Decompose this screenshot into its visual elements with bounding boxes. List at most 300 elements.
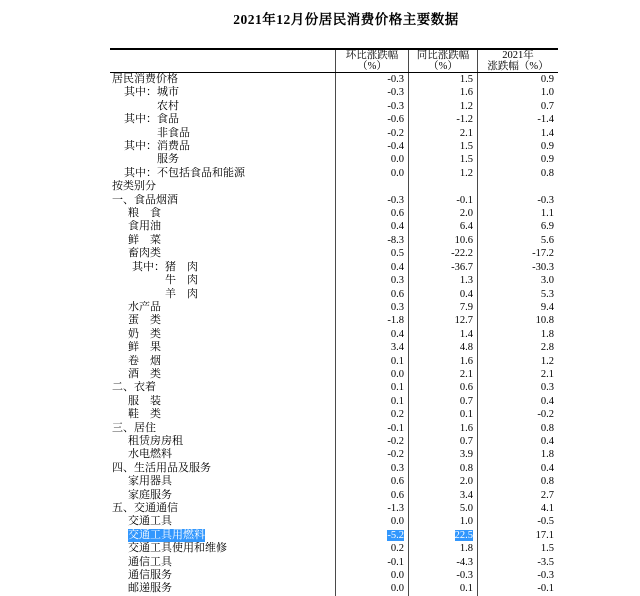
cell-value: 0.4 [390, 328, 404, 340]
cell-value: 10.8 [535, 315, 554, 327]
year-cell [477, 86, 558, 99]
yoy-cell [408, 569, 477, 582]
yoy-cell [408, 341, 477, 354]
row-label: 卷 烟 [128, 354, 161, 367]
cell-value: 0.0 [390, 167, 404, 179]
table-row [110, 247, 558, 260]
table-row [110, 73, 558, 86]
yoy-cell [408, 140, 477, 153]
row-label: 邮递服务 [128, 582, 172, 595]
year-cell [477, 462, 558, 475]
row-label: 四、生活用品及服务 [112, 461, 211, 474]
mom-cell [335, 153, 408, 166]
table-row [110, 100, 558, 113]
cell-value: 2.8 [540, 342, 554, 354]
table-row [110, 261, 558, 274]
mom-cell [335, 489, 408, 502]
table-row [110, 435, 558, 448]
year-cell [477, 180, 558, 193]
cell-value: 1.2 [459, 100, 473, 112]
year-cell [477, 475, 558, 488]
cell-value: 1.5 [459, 141, 473, 153]
table-row [110, 194, 558, 207]
table-row [110, 314, 558, 327]
cell-value: 0.4 [540, 395, 554, 407]
year-cell [477, 207, 558, 220]
header-label-line1: 同比涨跌幅 [416, 50, 470, 61]
row-label: 农村 [157, 99, 179, 112]
mom-cell [335, 167, 408, 180]
cell-value: -0.2 [537, 409, 554, 421]
mom-cell [335, 395, 408, 408]
row-label: 其中：不包括食品和能源 [124, 166, 245, 179]
cell-value: 0.9 [540, 154, 554, 166]
row-label-cell [110, 462, 335, 475]
row-label: 交通工具使用和维修 [128, 542, 227, 555]
table-row [110, 288, 558, 301]
cell-value: 2.1 [459, 127, 473, 139]
row-label: 酒 类 [128, 367, 161, 380]
table-row [110, 341, 558, 354]
year-cell [477, 408, 558, 421]
yoy-cell [408, 73, 477, 86]
mom-cell [335, 113, 408, 126]
table-row [110, 127, 558, 140]
cell-value: 0.1 [459, 409, 473, 421]
cell-value: -0.3 [387, 87, 404, 99]
cell-value: -0.1 [456, 194, 473, 206]
cell-value: 0.3 [390, 301, 404, 313]
cell-value: 0.2 [390, 409, 404, 421]
cell-value: 1.2 [459, 167, 473, 179]
mom-cell [335, 86, 408, 99]
year-cell [477, 542, 558, 555]
table-row [110, 422, 558, 435]
mom-cell [335, 368, 408, 381]
table-row [110, 475, 558, 488]
row-label: 水电燃料 [128, 448, 172, 461]
mom-cell [335, 288, 408, 301]
mom-cell [335, 381, 408, 394]
row-label-cell [110, 247, 335, 260]
cell-value: 22.5 [454, 529, 473, 541]
row-label-cell [110, 100, 335, 113]
yoy-cell [408, 381, 477, 394]
cell-value: 9.4 [540, 301, 554, 313]
cell-value: 4.8 [459, 342, 473, 354]
row-label: 三、居住 [112, 421, 156, 434]
cell-value: 5.3 [540, 288, 554, 300]
table-row [110, 556, 558, 569]
row-label: 交通工具 [128, 515, 172, 528]
yoy-cell [408, 274, 477, 287]
row-label-cell [110, 395, 335, 408]
cell-value: -22.2 [451, 248, 473, 260]
yoy-cell [408, 422, 477, 435]
year-cell [477, 569, 558, 582]
yoy-cell [408, 542, 477, 555]
table-row [110, 408, 558, 421]
year-cell [477, 261, 558, 274]
cell-value: 0.3 [390, 275, 404, 287]
mom-cell [335, 341, 408, 354]
cell-value: 0.6 [390, 476, 404, 488]
cell-value: 0.6 [459, 382, 473, 394]
cell-value: 1.3 [459, 275, 473, 287]
table-row [110, 542, 558, 555]
table-row [110, 234, 558, 247]
year-cell [477, 515, 558, 528]
cell-value: -1.8 [387, 315, 404, 327]
year-cell [477, 582, 558, 595]
mom-cell [335, 274, 408, 287]
row-label-cell [110, 328, 335, 341]
yoy-cell [408, 207, 477, 220]
yoy-cell [408, 247, 477, 260]
year-cell [477, 489, 558, 502]
cell-value: 1.6 [459, 422, 473, 434]
mom-cell [335, 448, 408, 461]
yoy-cell [408, 475, 477, 488]
row-label: 其中：猪 肉 [132, 260, 198, 273]
row-label-cell [110, 515, 335, 528]
cell-value: 3.4 [459, 489, 473, 501]
cell-value: 1.0 [540, 87, 554, 99]
row-label-cell [110, 502, 335, 515]
year-cell [477, 167, 558, 180]
yoy-cell [408, 328, 477, 341]
mom-cell [335, 582, 408, 595]
cell-value: -0.3 [537, 194, 554, 206]
row-label: 其中：消费品 [124, 140, 190, 153]
yoy-cell [408, 194, 477, 207]
table-row [110, 395, 558, 408]
cell-value: 3.0 [540, 275, 554, 287]
table-row [110, 462, 558, 475]
cell-value: 6.9 [540, 221, 554, 233]
year-cell [477, 328, 558, 341]
row-label-cell [110, 408, 335, 421]
row-label: 蛋 类 [128, 314, 161, 327]
row-label: 其中：食品 [124, 113, 179, 126]
row-label-cell [110, 314, 335, 327]
row-label-cell [110, 368, 335, 381]
table-row [110, 569, 558, 582]
yoy-cell [408, 86, 477, 99]
row-label: 租赁房房租 [128, 434, 183, 447]
row-label-cell [110, 288, 335, 301]
yoy-cell [408, 556, 477, 569]
year-cell [477, 301, 558, 314]
mom-cell [335, 261, 408, 274]
table-row [110, 220, 558, 233]
row-label-cell [110, 556, 335, 569]
cell-value: 0.8 [540, 476, 554, 488]
row-label-cell [110, 341, 335, 354]
row-label-cell [110, 274, 335, 287]
cell-value: -5.2 [387, 529, 404, 541]
row-label-cell [110, 381, 335, 394]
cell-value: 0.7 [459, 395, 473, 407]
cell-value: 0.5 [390, 248, 404, 260]
year-cell [477, 529, 558, 542]
yoy-cell [408, 220, 477, 233]
table-row [110, 86, 558, 99]
cell-value: 2.7 [540, 489, 554, 501]
mom-cell [335, 180, 408, 193]
cell-value: 2.1 [540, 368, 554, 380]
cell-value: -0.1 [387, 422, 404, 434]
cell-value: 7.9 [459, 301, 473, 313]
cell-value: -0.3 [537, 570, 554, 582]
year-cell [477, 435, 558, 448]
row-label: 通信服务 [128, 569, 172, 582]
year-cell [477, 127, 558, 140]
row-label-cell [110, 475, 335, 488]
year-cell [477, 153, 558, 166]
table-row [110, 274, 558, 287]
cell-value: -8.3 [387, 234, 404, 246]
table-row [110, 582, 558, 595]
cell-value: 12.7 [454, 315, 473, 327]
row-label: 非食品 [157, 126, 190, 139]
row-label-cell [110, 435, 335, 448]
yoy-cell [408, 288, 477, 301]
yoy-cell [408, 435, 477, 448]
cell-value: 0.6 [390, 288, 404, 300]
header-cell-empty [110, 50, 335, 72]
row-label-cell [110, 582, 335, 595]
mom-cell [335, 462, 408, 475]
row-label-cell [110, 167, 335, 180]
row-label-cell [110, 73, 335, 86]
cell-value: 0.6 [390, 208, 404, 220]
row-label: 鲜 菜 [128, 233, 161, 246]
yoy-cell [408, 314, 477, 327]
cell-value: -0.2 [387, 449, 404, 461]
year-cell [477, 247, 558, 260]
header-label-line1: 环比涨跌幅 [345, 50, 399, 61]
table-header-row [110, 48, 558, 73]
cell-value: 1.6 [459, 355, 473, 367]
cell-value: 0.7 [459, 435, 473, 447]
row-label: 畜肉类 [128, 247, 161, 260]
cell-value: -0.3 [387, 74, 404, 85]
cell-value: -1.3 [387, 503, 404, 514]
mom-cell [335, 502, 408, 515]
header-label-line2: 涨跌幅（%） [487, 61, 549, 72]
year-cell [477, 73, 558, 86]
cell-value: 0.9 [540, 141, 554, 153]
cell-value: 1.1 [540, 208, 554, 220]
cell-value: -0.1 [387, 556, 404, 568]
year-cell [477, 341, 558, 354]
row-label: 鲜 果 [128, 341, 161, 354]
cell-value: 3.9 [459, 449, 473, 461]
cell-value: -0.3 [387, 100, 404, 112]
row-label-cell [110, 234, 335, 247]
yoy-cell [408, 462, 477, 475]
row-label: 羊 肉 [165, 287, 198, 300]
year-cell [477, 556, 558, 569]
cell-value: 2.1 [459, 368, 473, 380]
table-row [110, 180, 558, 193]
yoy-cell [408, 502, 477, 515]
yoy-cell [408, 127, 477, 140]
table-row [110, 113, 558, 126]
row-label-cell [110, 153, 335, 166]
year-cell [477, 220, 558, 233]
cell-value: 0.4 [540, 462, 554, 474]
cell-value: 0.6 [390, 489, 404, 501]
yoy-cell [408, 395, 477, 408]
header-label-line2: （%） [357, 61, 387, 72]
header-cell-yoy [408, 50, 477, 72]
row-label: 鞋 类 [128, 408, 161, 421]
header-label-line1: 2021年 [502, 50, 534, 61]
yoy-cell [408, 113, 477, 126]
row-label: 水产品 [128, 300, 161, 313]
year-cell [477, 113, 558, 126]
cell-value: -17.2 [532, 248, 554, 260]
row-label: 食用油 [128, 220, 161, 233]
cell-value: 6.4 [459, 221, 473, 233]
cell-value: 0.9 [540, 74, 554, 85]
year-cell [477, 355, 558, 368]
row-label-cell [110, 301, 335, 314]
year-cell [477, 381, 558, 394]
table-row [110, 207, 558, 220]
cell-value: 2.0 [459, 208, 473, 220]
year-cell [477, 368, 558, 381]
mom-cell [335, 422, 408, 435]
cell-value: -3.5 [537, 556, 554, 568]
yoy-cell [408, 408, 477, 421]
cell-value: 0.1 [390, 355, 404, 367]
row-label: 家庭服务 [128, 488, 172, 501]
cell-value: 0.3 [540, 382, 554, 394]
cell-value: 0.0 [390, 570, 404, 582]
row-label: 牛 肉 [165, 274, 198, 287]
row-label: 奶 类 [128, 327, 161, 340]
cell-value: -0.5 [537, 516, 554, 528]
mom-cell [335, 569, 408, 582]
cell-value: 10.6 [454, 234, 473, 246]
row-label-cell [110, 113, 335, 126]
mom-cell [335, 314, 408, 327]
yoy-cell [408, 180, 477, 193]
row-label: 五、交通通信 [112, 502, 178, 514]
row-label: 居民消费价格 [112, 73, 178, 85]
yoy-cell [408, 234, 477, 247]
cell-value: -0.2 [387, 127, 404, 139]
cell-value: 17.1 [535, 529, 554, 541]
row-label: 交通工具用燃料 [128, 528, 205, 541]
mom-cell [335, 475, 408, 488]
year-cell [477, 422, 558, 435]
mom-cell [335, 515, 408, 528]
row-label-cell [110, 569, 335, 582]
yoy-cell [408, 515, 477, 528]
row-label: 家用器具 [128, 475, 172, 488]
table-row [110, 153, 558, 166]
mom-cell [335, 355, 408, 368]
row-label-cell [110, 207, 335, 220]
mom-cell [335, 408, 408, 421]
yoy-cell [408, 355, 477, 368]
cell-value: 1.8 [459, 543, 473, 555]
cell-value: 0.4 [390, 261, 404, 273]
row-label: 二、衣着 [112, 381, 156, 394]
yoy-cell [408, 489, 477, 502]
mom-cell [335, 435, 408, 448]
row-label: 按类别分 [112, 180, 156, 193]
cell-value: 5.0 [459, 503, 473, 514]
table-row [110, 328, 558, 341]
row-label-cell [110, 489, 335, 502]
cell-value: -36.7 [451, 261, 473, 273]
row-label: 通信工具 [128, 555, 172, 568]
mom-cell [335, 529, 408, 542]
row-label: 其中：城市 [124, 86, 179, 99]
cell-value: 0.0 [390, 154, 404, 166]
cell-value: 3.4 [390, 342, 404, 354]
mom-cell [335, 234, 408, 247]
row-label-cell [110, 542, 335, 555]
row-label-cell [110, 220, 335, 233]
cell-value: 1.4 [540, 127, 554, 139]
row-label-cell [110, 355, 335, 368]
header-cell-mom [335, 50, 408, 72]
cell-value: -0.3 [456, 570, 473, 582]
cpi-table [110, 48, 558, 596]
mom-cell [335, 542, 408, 555]
table-row [110, 167, 558, 180]
row-label: 一、食品烟酒 [112, 193, 178, 206]
cell-value: 0.0 [390, 516, 404, 528]
cell-value: 0.1 [390, 395, 404, 407]
yoy-cell [408, 100, 477, 113]
row-label-cell [110, 261, 335, 274]
mom-cell [335, 127, 408, 140]
yoy-cell [408, 529, 477, 542]
row-label-cell [110, 529, 335, 542]
cell-value: 0.0 [390, 583, 404, 595]
mom-cell [335, 556, 408, 569]
table-row [110, 140, 558, 153]
cell-value: 0.2 [390, 543, 404, 555]
page-title: 2021年12月份居民消费价格主要数据 [233, 12, 459, 27]
cell-value: 0.4 [390, 221, 404, 233]
table-row [110, 448, 558, 461]
cell-value: 1.2 [540, 355, 554, 367]
cell-value: 0.1 [390, 382, 404, 394]
year-cell [477, 288, 558, 301]
cell-value: 0.8 [540, 167, 554, 179]
cell-value: -0.2 [387, 435, 404, 447]
yoy-cell [408, 301, 477, 314]
header-label-line2: （%） [428, 61, 458, 72]
cell-value: 0.4 [540, 435, 554, 447]
year-cell [477, 234, 558, 247]
row-label-cell [110, 448, 335, 461]
year-cell [477, 274, 558, 287]
row-label-cell [110, 180, 335, 193]
yoy-cell [408, 368, 477, 381]
mom-cell [335, 220, 408, 233]
cell-value: 5.6 [540, 234, 554, 246]
cell-value: -30.3 [532, 261, 554, 273]
